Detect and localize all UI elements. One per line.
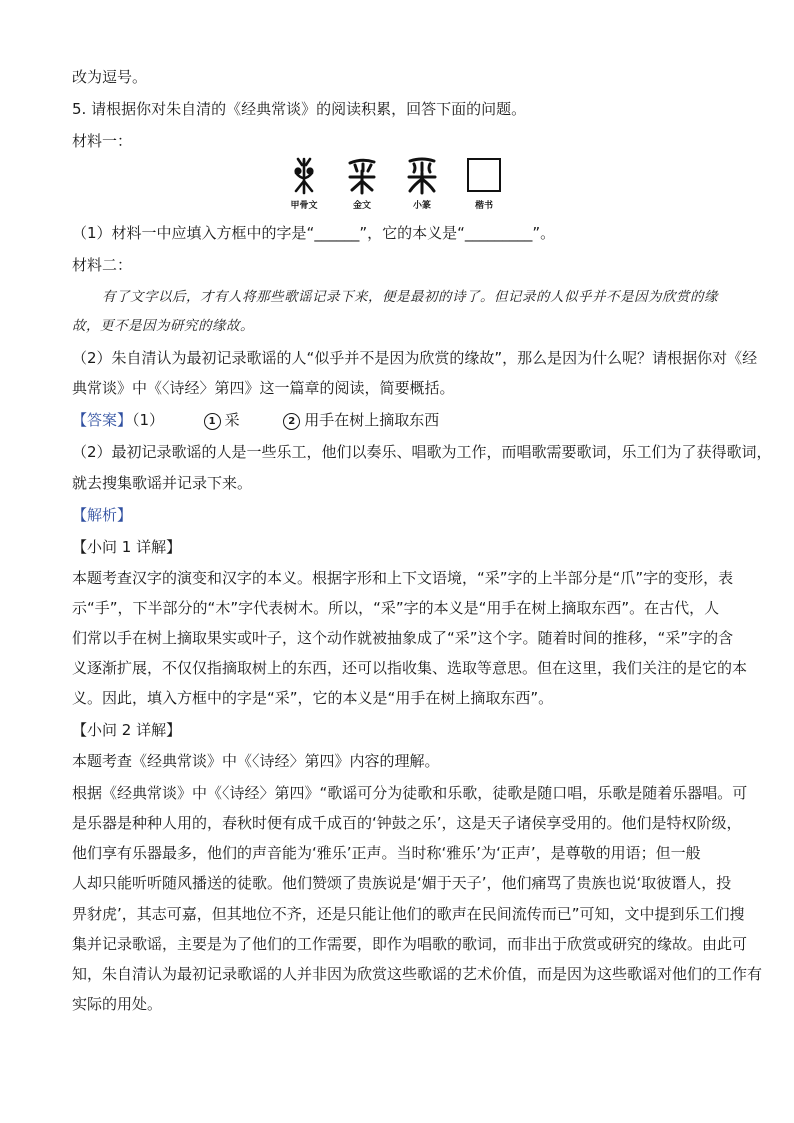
glyph-caption: 楷书	[474, 201, 493, 211]
analysis-1-line: 义。因此，填入方框中的字是“采”，它的本义是“用手在树上摘取东西”。	[72, 689, 554, 707]
analysis-2-line: 知，朱自清认为最初记录歌谣的人并非因为欣赏这些歌谣的艺术价值，而是因为这些歌谣对他们的工作有	[72, 965, 763, 983]
sub-question-1: （1）材料一中应填入方框中的字是“______”，它的本义是“_________”。	[72, 224, 556, 242]
glyph-caption: 甲骨文	[290, 201, 318, 211]
sub-question-2-line: （2）朱自清认为最初记录歌谣的人“似乎并不是因为欣赏的缘故”，那么是因为什么呢？请根据你对《经	[72, 349, 758, 367]
bronze-cai-icon	[342, 155, 382, 195]
answer-2-line: 就去搜集歌谣并记录下来。	[72, 474, 253, 492]
oracle-bone-glyph	[282, 155, 326, 212]
answer-2-line: （2）最初记录歌谣的人是一些乐工，他们以奏乐、唱歌为工作，而唱歌需要歌词，乐工们为了获得歌词，	[72, 443, 772, 461]
small-seal-cai-icon	[402, 155, 442, 195]
material-2-quote-line: 故，更不是因为研究的缘故。	[72, 318, 254, 334]
small-seal-glyph	[400, 155, 444, 212]
material-2-label: 材料二：	[72, 256, 133, 274]
oracle-bone-cai-icon	[284, 155, 324, 195]
analysis-1-line: 本题考查汉字的演变和汉字的本义。根据字形和上下文语境，“采”字的上半部分是“爪”字的变形，表	[72, 569, 734, 587]
text-line: 改为逗号。	[72, 68, 148, 86]
answer-1-meaning: 用手在树上摘取东西	[304, 411, 440, 429]
analysis-2-line: 根据《经典常谈》中《〈诗经〉第四》“歌谣可分为徒歌和乐歌，徒歌是随口唱，乐歌是随着乐器唱。可	[72, 784, 748, 802]
bronze-glyph	[340, 155, 384, 212]
analysis-2-line: 是乐器是种种人用的，春秋时便有成千成百的‘钟鼓之乐’，这是天子诸侯享受用的。他们是特权阶级，	[72, 814, 742, 832]
empty-box-icon	[464, 155, 504, 195]
analysis-tag: 【解析】	[72, 506, 133, 524]
answer-part-1-label: （1）	[132, 411, 165, 429]
analysis-2-line: 实际的用处。	[72, 995, 163, 1013]
analysis-1-line: 义逐渐扩展，不仅仅指摘取树上的东西，还可以指收集、选取等意思。但在这里，我们关注的是它的本	[72, 659, 748, 677]
analysis-2-line: 人却只能听听随风播送的徒歌。他们赞颂了贵族说是‘媚于天子’，他们痛骂了贵族也说‘取彼谮人，投	[72, 874, 732, 892]
question-5-stem: 5. 请根据你对朱自清的《经典常谈》的阅读积累，回答下面的问题。	[72, 100, 527, 118]
analysis-2-line: 本题考查《经典常谈》中《〈诗经〉第四》内容的理解。	[72, 752, 440, 770]
character-evolution-figure	[282, 155, 512, 215]
regular-script-glyph	[462, 155, 506, 212]
glyph-caption: 小篆	[412, 201, 431, 211]
answer-tag: 【答案】	[72, 411, 133, 429]
material-2-quote-line: 有了文字以后，才有人将那些歌谣记录下来，便是最初的诗了。但记录的人似乎并不是因为欣赏的缘	[102, 289, 718, 305]
analysis-2-line: 他们享有乐器最多，他们的声音能为‘雅乐’正声。当时称‘雅乐’为‘正声’，是尊敬的用语；但一般	[72, 844, 701, 862]
analysis-2-line: 畀豺虎’，其志可嘉，但其地位不齐，还是只能让他们的歌声在民间流传而已”可知，文中提到乐工们搜	[72, 905, 745, 923]
analysis-1-line: 们常以手在树上摘取果实或叶子，这个动作就被抽象成了“采”这个字。随着时间的推移，“采”字的含	[72, 629, 734, 647]
analysis-2-line: 集并记录歌谣，主要是为了他们的工作需要，即作为唱歌的歌词，而非出于欣赏或研究的缘故。由此可	[72, 935, 748, 953]
sub-question-2-line: 典常谈》中《〈诗经〉第四》这一篇章的阅读，简要概括。	[72, 379, 455, 397]
circled-number-1: 1	[204, 413, 221, 430]
answer-line-1	[72, 410, 732, 430]
circled-number-2: 2	[283, 413, 300, 430]
glyph-caption: 金文	[352, 201, 371, 211]
material-1-label: 材料一：	[72, 132, 133, 150]
analysis-1-line: 示“手”，下半部分的“木”字代表树木。所以，“采”字的本义是“用手在树上摘取东西”。在古代，人	[72, 599, 720, 617]
sub-1-detail-heading: 【小问 1 详解】	[72, 538, 182, 556]
sub-2-detail-heading: 【小问 2 详解】	[72, 721, 182, 739]
answer-1-character: 采	[224, 411, 240, 429]
